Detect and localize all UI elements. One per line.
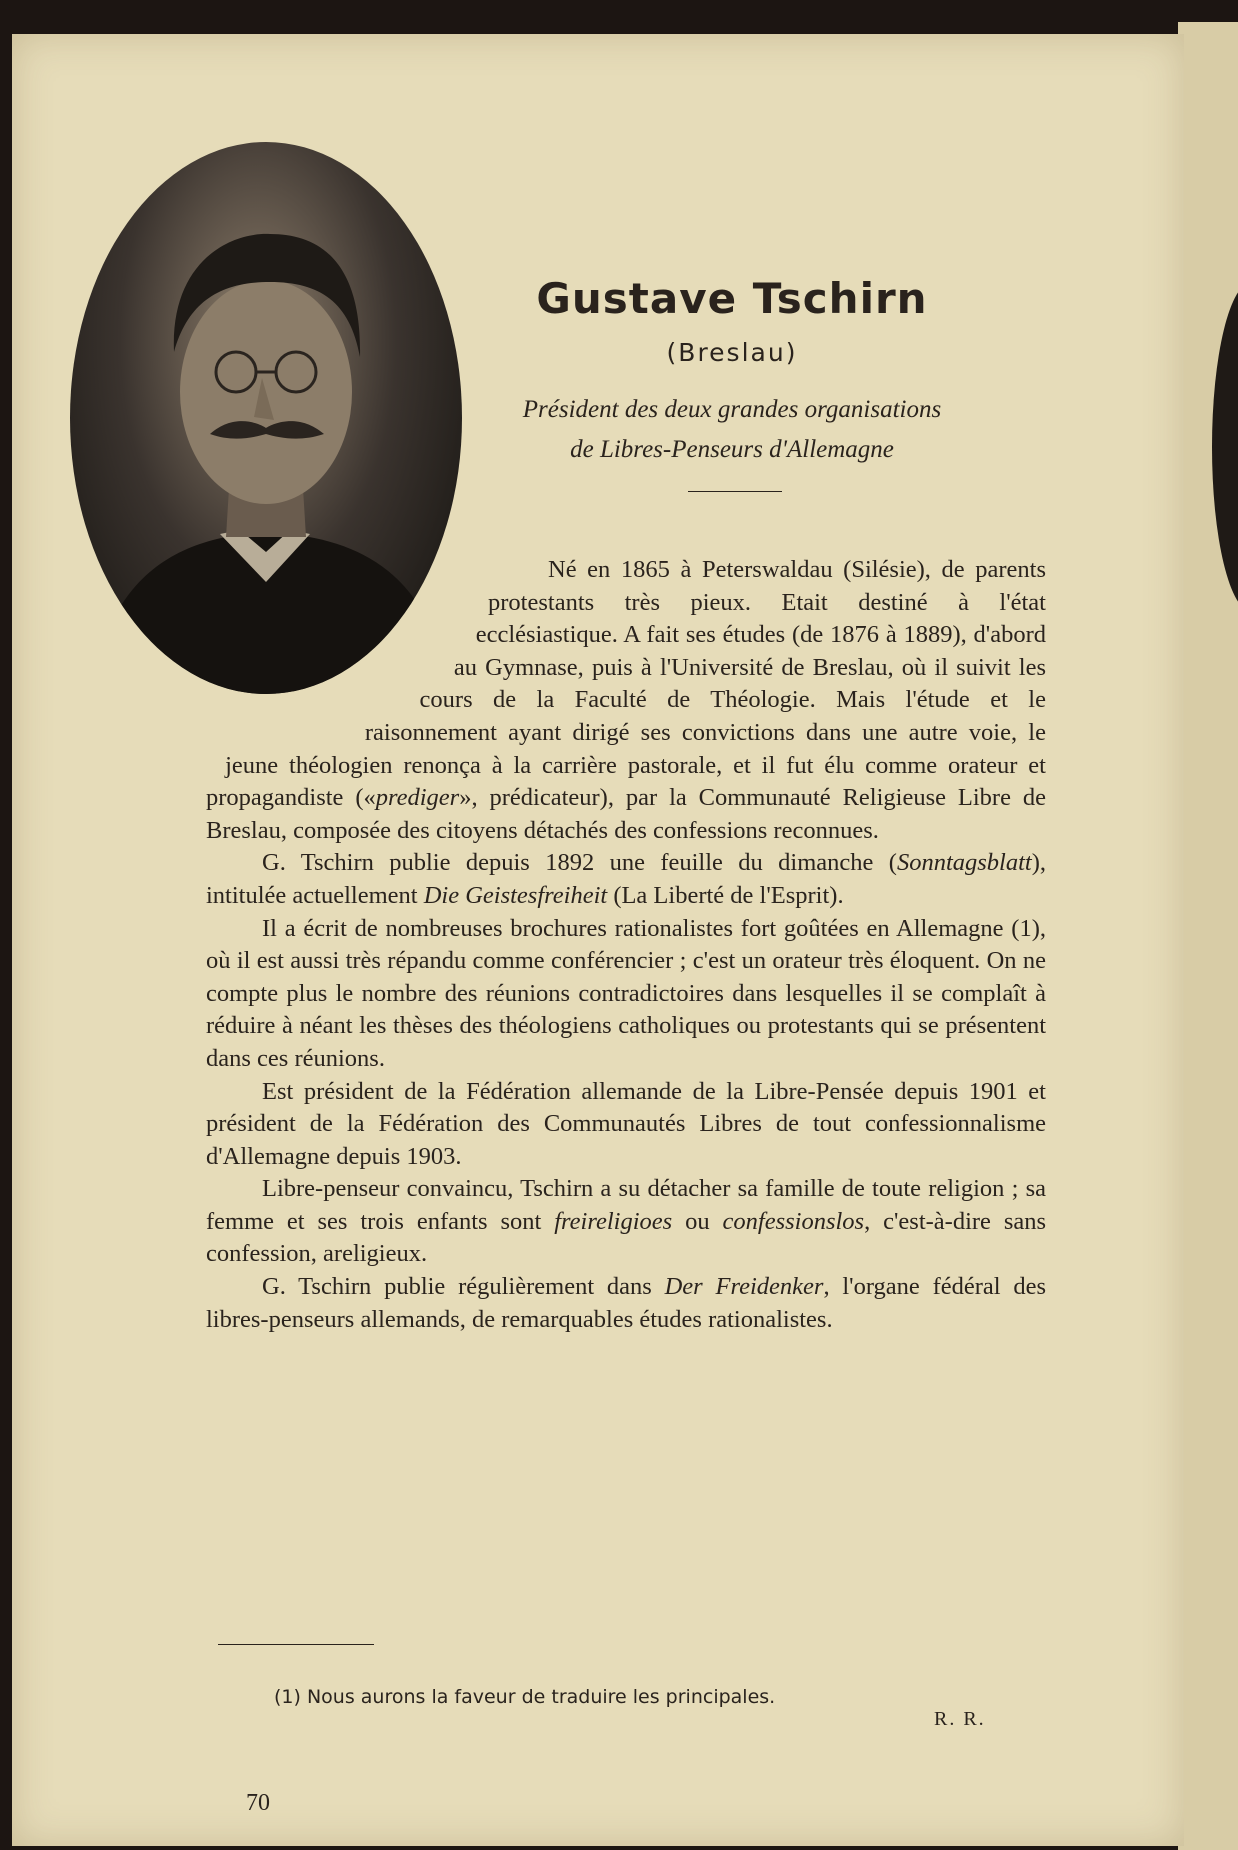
article-body: [206, 554, 1046, 1336]
footnote: (1) Nous aurons la faveur de traduire les principales.: [274, 1686, 776, 1708]
article-city: (Breslau): [666, 338, 798, 367]
author-initials: R. R.: [934, 1708, 986, 1730]
paragraph-2-end: (La Liberté de l'Esprit).: [607, 881, 844, 909]
paragraph-1-text: Né en 1865 à Peterswaldau (Silésie), de parents protestants très pieux. Etait destiné à l'état ecclésiastique. A fait ses études (de 1876 à 1889), d'abord au Gymnase, puis à l'Université de Breslau, où il suivit les cours de la Faculté de Théologie. Mais l'étude et le raisonnement ayant dirigé ses convictions dans une autre voie, le jeune théologien renonça à la carrière pastorale, et il fut élu comme orateur et propagandiste («: [206, 556, 1046, 812]
title-divider: [688, 491, 782, 492]
italic-term: Sonntagsblatt: [896, 849, 1032, 877]
adjacent-page-edge: [1178, 22, 1238, 1850]
italic-term: freireligioes: [554, 1207, 673, 1235]
adjacent-portrait-edge: [1212, 282, 1238, 612]
paragraph-6-text: G. Tschirn publie régulièrement dans: [262, 1273, 665, 1301]
paragraph-4: Est président de la Fédération allemande de la Libre-Pensée depuis 1901 et président de la Fédération des Communautés Libres de tout confessionnalisme d'Allemagne depuis 1903.: [206, 1077, 1046, 1170]
role-line-2: de Libres-Penseurs d'Allemagne: [570, 436, 894, 463]
paragraph-1-end: », prédicateur), par la Communauté Religieuse Libre de Breslau, composée des citoyens détachés des confessions reconnues.: [206, 784, 1046, 844]
article-role: [442, 390, 1022, 470]
page-number: 70: [246, 1790, 270, 1816]
paragraph-2-text: G. Tschirn publie depuis 1892 une feuille du dimanche (: [262, 849, 897, 877]
paragraph-5: [206, 1173, 1046, 1271]
paragraph-5-text: Libre-penseur convaincu, Tschirn a su détacher sa famille de toute religion ; sa femme et ses trois enfants sont: [206, 1175, 1046, 1235]
italic-term: confessionslos: [722, 1207, 865, 1235]
paragraph-2: [206, 847, 1046, 912]
role-line-1: Président des deux grandes organisations: [522, 396, 942, 423]
paragraph-6-end: , l'organe fédéral des libres-penseurs allemands, de remarquables études rationalistes.: [206, 1273, 1047, 1333]
footnote-divider: [218, 1644, 374, 1645]
italic-term: Der Freidenker: [664, 1273, 824, 1301]
document-page: [12, 34, 1184, 1846]
paragraph-1: [206, 554, 1046, 847]
paragraph-5-mid: ou: [672, 1207, 723, 1235]
paragraph-6: [206, 1271, 1046, 1336]
article-title: Gustave Tschirn: [536, 274, 928, 323]
italic-term: Die Geistesfreiheit: [423, 881, 608, 909]
italic-term: prediger: [375, 784, 460, 812]
paragraph-2-mid: ), intitulée actuellement: [206, 849, 1046, 909]
paragraph-3: Il a écrit de nombreuses brochures rationalistes fort goûtées en Allemagne (1), où il est aussi très répandu comme conférencier ; c'est un orateur très éloquent. On ne compte plus le nombre des réunions contradictoires dans lesquelles il se complaît à réduire à néant les thèses des théologiens catholiques ou protestants qui se présentent dans ces réunions.: [206, 914, 1046, 1072]
paragraph-5-end: , c'est-à-dire sans confession, areligieux.: [206, 1207, 1047, 1268]
